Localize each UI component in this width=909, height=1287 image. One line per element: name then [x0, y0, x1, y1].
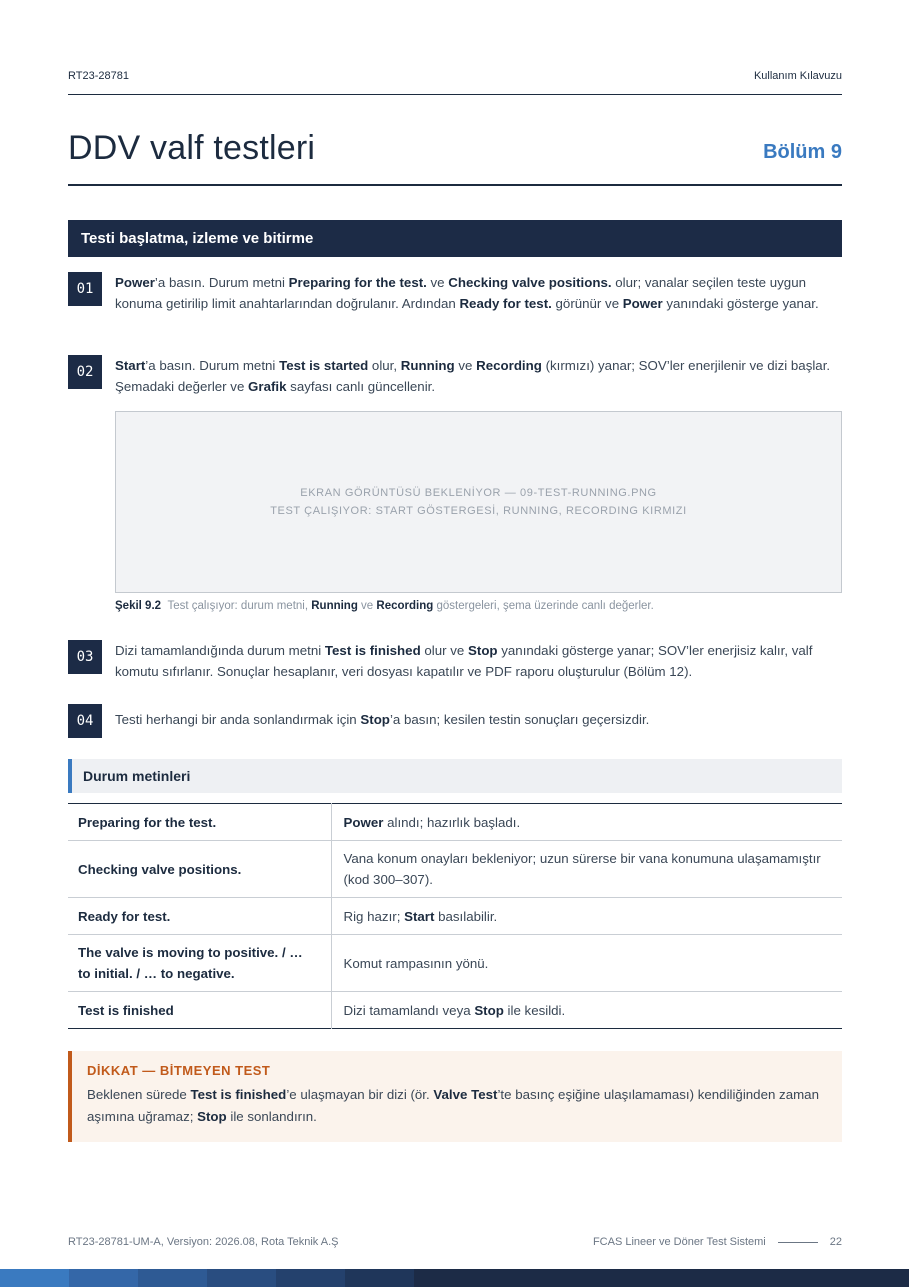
table-row — [68, 804, 842, 841]
page-header — [68, 70, 842, 95]
bold-term: Start — [404, 908, 435, 924]
step-4 — [68, 704, 842, 738]
bold-term: Running — [400, 358, 455, 373]
step-number: 04 — [68, 704, 102, 738]
bold-term: Recording — [476, 358, 542, 373]
bold-term: Test is started — [279, 358, 369, 373]
placeholder-line-1: EKRAN GÖRÜNTÜSÜ BEKLENİYOR — 09-TEST-RUNNING.PNG — [300, 487, 657, 499]
placeholder-line-2: TEST ÇALIŞIYOR: START GÖSTERGESİ, RUNNING, RECORDING KIRMIZI — [270, 505, 687, 517]
footer-divider — [778, 1242, 818, 1243]
bold-term: Checking valve positions. — [448, 275, 612, 290]
bold-term: Recording — [376, 600, 434, 612]
figure-label: Şekil 9.2 — [115, 600, 162, 612]
figure-caption — [115, 600, 842, 612]
screenshot-placeholder — [115, 411, 842, 593]
step-text: Dizi tamamlandığında durum metni Test is finished olur ve Stop yanındaki gösterge yanar; SOV’ler enerjisiz kalır, valf komutu sıfırlanır. Sonuçlar hesaplanır, veri dosyası kapatılır ve PDF raporu oluşturulur (Bölüm 12). — [115, 643, 813, 679]
document-type: Kullanım Kılavuzu — [753, 70, 842, 82]
color-bar-segment — [69, 1269, 138, 1287]
color-bar-segment — [414, 1269, 909, 1287]
bottom-color-bar — [0, 1269, 909, 1287]
footer-document-info: RT23-28781-UM-A, Versiyon: 2026.08, Rota Teknik A.Ş — [68, 1236, 339, 1248]
table-row — [68, 935, 842, 992]
bold-term: Start — [115, 358, 146, 373]
bold-term: Power — [115, 275, 155, 290]
bold-term: Stop — [360, 712, 390, 727]
bold-term: Ready for test. — [459, 296, 552, 311]
color-bar-segment — [276, 1269, 345, 1287]
status-description: Vana konum onayları bekleniyor; uzun sürerse bir vana konumuna ulaşamamıştır (kod 300–307). — [331, 841, 842, 898]
status-key: Ready for test. — [68, 898, 331, 935]
status-key: Preparing for the test. — [68, 804, 331, 841]
caution-title: DİKKAT — BİTMEYEN TEST — [87, 1063, 271, 1078]
chapter-label: Bölüm 9 — [763, 141, 842, 163]
bold-term: Power — [622, 296, 663, 311]
title-row — [68, 127, 842, 186]
bold-term: Power — [343, 814, 384, 830]
bold-term: Test is finished — [324, 643, 421, 658]
step-number: 03 — [68, 640, 102, 674]
table-row — [68, 898, 842, 935]
color-bar-segment — [0, 1269, 69, 1287]
status-section-heading: Durum metinleri — [68, 759, 842, 793]
bold-term: Test is finished — [190, 1087, 287, 1102]
step-text: Power’a basın. Durum metni Preparing for the test. ve Checking valve positions. olur; vanalar seçilen teste uygun konuma getirilip limit anahtarlarından doğrulanır. Ardından Ready for test. görünür ve Power yanındaki gösterge yanar. — [115, 275, 819, 311]
footer-right — [593, 1236, 842, 1248]
step-text: Start’a basın. Durum metni Test is started olur, Running ve Recording (kırmızı) yanar; SOV’ler enerjilenir ve dizi başlar. Şemadaki değerler ve Grafik sayfası canlı güncellenir. — [115, 358, 831, 394]
status-key: Checking valve positions. — [68, 841, 331, 898]
status-description: Power alındı; hazırlık başladı. — [331, 804, 842, 841]
color-bar-segment — [345, 1269, 414, 1287]
bold-term: Grafik — [248, 379, 287, 394]
status-description: Dizi tamamlandı veya Stop ile kesildi. — [343, 1002, 566, 1018]
step-2 — [68, 355, 842, 397]
figure-caption-text: Test çalışıyor: durum metni, Running ve Recording göstergeleri, şema üzerinde canlı değerler. — [167, 600, 654, 612]
color-bar-segment — [207, 1269, 276, 1287]
page-footer — [68, 1236, 842, 1248]
status-description: Komut rampasının yönü. — [331, 935, 842, 992]
caution-text: Beklenen sürede Test is finished’e ulaşmayan bir dizi (ör. Valve Test’te basınç eşiğine ulaşılamaması) kendiliğinden zaman aşımına uğramaz; Stop ile sonlandırın. — [87, 1087, 819, 1124]
status-table — [68, 803, 842, 1029]
table-row — [68, 841, 842, 898]
caution-callout — [68, 1051, 842, 1142]
step-number: 01 — [68, 272, 102, 306]
bold-term: Running — [311, 600, 358, 612]
bold-term: Preparing for the test. — [288, 275, 427, 290]
step-number: 02 — [68, 355, 102, 389]
bold-term: Valve Test — [433, 1087, 498, 1102]
footer-product-name: FCAS Lineer ve Döner Test Sistemi — [592, 1236, 766, 1248]
color-bar-segment — [138, 1269, 207, 1287]
status-description: Rig hazır; Start basılabilir. — [331, 898, 842, 935]
table-row — [68, 992, 842, 1029]
step-1 — [68, 272, 842, 314]
step-text: Testi herhangi bir anda sonlandırmak için Stop’a basın; kesilen testin sonuçları geçersizdir. — [115, 712, 650, 727]
bold-term: Stop — [474, 1002, 504, 1018]
page-number: 22 — [829, 1236, 842, 1248]
step-3 — [68, 640, 842, 682]
status-key: The valve is moving to positive. / … to initial. / … to negative. — [68, 935, 331, 992]
section-heading: Testi başlatma, izleme ve bitirme — [68, 220, 842, 257]
bold-term: Stop — [468, 643, 498, 658]
page-title: DDV valf testleri — [68, 129, 316, 167]
document-id: RT23-28781 — [68, 70, 129, 82]
bold-term: Stop — [197, 1109, 227, 1124]
status-key: Test is finished — [68, 992, 331, 1029]
